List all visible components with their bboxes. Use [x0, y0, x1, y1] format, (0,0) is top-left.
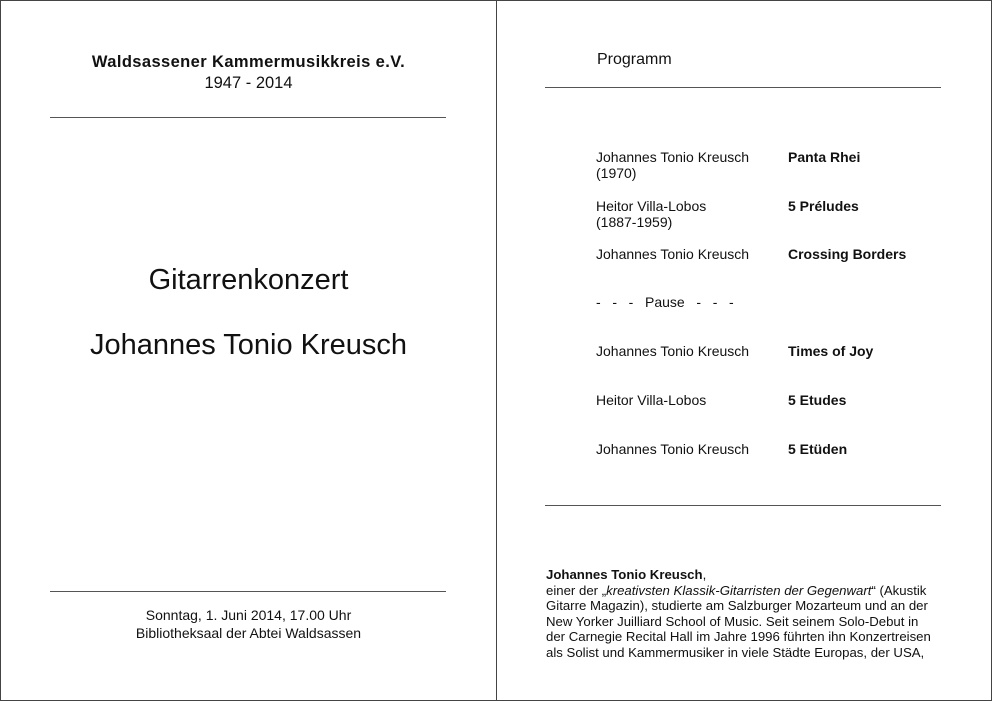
composer-name: Heitor Villa-Lobos [596, 392, 707, 408]
intermission-label: - - - Pause - - - [596, 294, 734, 310]
bio-text: “ (Akustik [871, 582, 927, 598]
bio-line [546, 583, 946, 599]
bio-text: einer der „ [546, 582, 607, 598]
composer-name: Johannes Tonio Kreusch [596, 441, 750, 457]
program-composer [596, 343, 781, 359]
cover-bottom-rule [50, 591, 446, 592]
program-work: 5 Etudes [788, 392, 847, 408]
bio-line: der Carnegie Recital Hall im Jahre 1996 führten ihn Konzertreisen [546, 629, 931, 645]
program-composer [596, 246, 781, 262]
program-work: Panta Rhei [788, 149, 861, 165]
bio-line [546, 567, 946, 583]
cover-page [1, 1, 496, 700]
program-page [497, 1, 991, 700]
artist-biography [546, 567, 946, 661]
composer-name: Heitor Villa-Lobos [596, 198, 707, 214]
bio-line: Gitarre Magazin), studierte am Salzburger Mozarteum und an der [546, 598, 928, 614]
composer-name: Johannes Tonio Kreusch [596, 246, 750, 262]
program-composer [596, 149, 781, 181]
bio-line: New Yorker Juilliard School of Music. Seit seinem Solo-Debut in [546, 613, 919, 629]
program-bottom-rule [545, 505, 941, 506]
composer-name: Johannes Tonio Kreusch [596, 343, 750, 359]
program-composer [596, 198, 781, 230]
program-work: 5 Préludes [788, 198, 859, 214]
organization-name: Waldsassener Kammermusikkreis e.V. [91, 53, 406, 71]
bio-artist-name: Johannes Tonio Kreusch [546, 567, 703, 582]
bio-name-suffix: , [702, 567, 707, 582]
organization-years: 1947 - 2014 [204, 74, 293, 92]
program-heading: Programm [597, 51, 672, 68]
concert-artist: Johannes Tonio Kreusch [89, 329, 408, 361]
composer-years: (1887-1959) [596, 214, 673, 230]
bio-line: als Solist und Kammermusiker in viele Städte Europas, der USA, [546, 644, 925, 660]
program-work: 5 Etüden [788, 441, 848, 457]
bio-quote: kreativsten Klassik-Gitarristen der Gegenwart [606, 582, 872, 598]
composer-years: (1970) [596, 165, 637, 181]
concert-title: Gitarrenkonzert [148, 264, 349, 296]
event-venue: Bibliotheksaal der Abtei Waldsassen [135, 625, 362, 641]
program-work: Crossing Borders [788, 246, 907, 262]
event-date: Sonntag, 1. Juni 2014, 17.00 Uhr [145, 607, 352, 623]
program-composer [596, 392, 781, 408]
composer-name: Johannes Tonio Kreusch [596, 149, 750, 165]
cover-top-rule [50, 117, 446, 118]
program-work: Times of Joy [788, 343, 874, 359]
program-top-rule [545, 87, 941, 88]
program-composer [596, 441, 781, 457]
